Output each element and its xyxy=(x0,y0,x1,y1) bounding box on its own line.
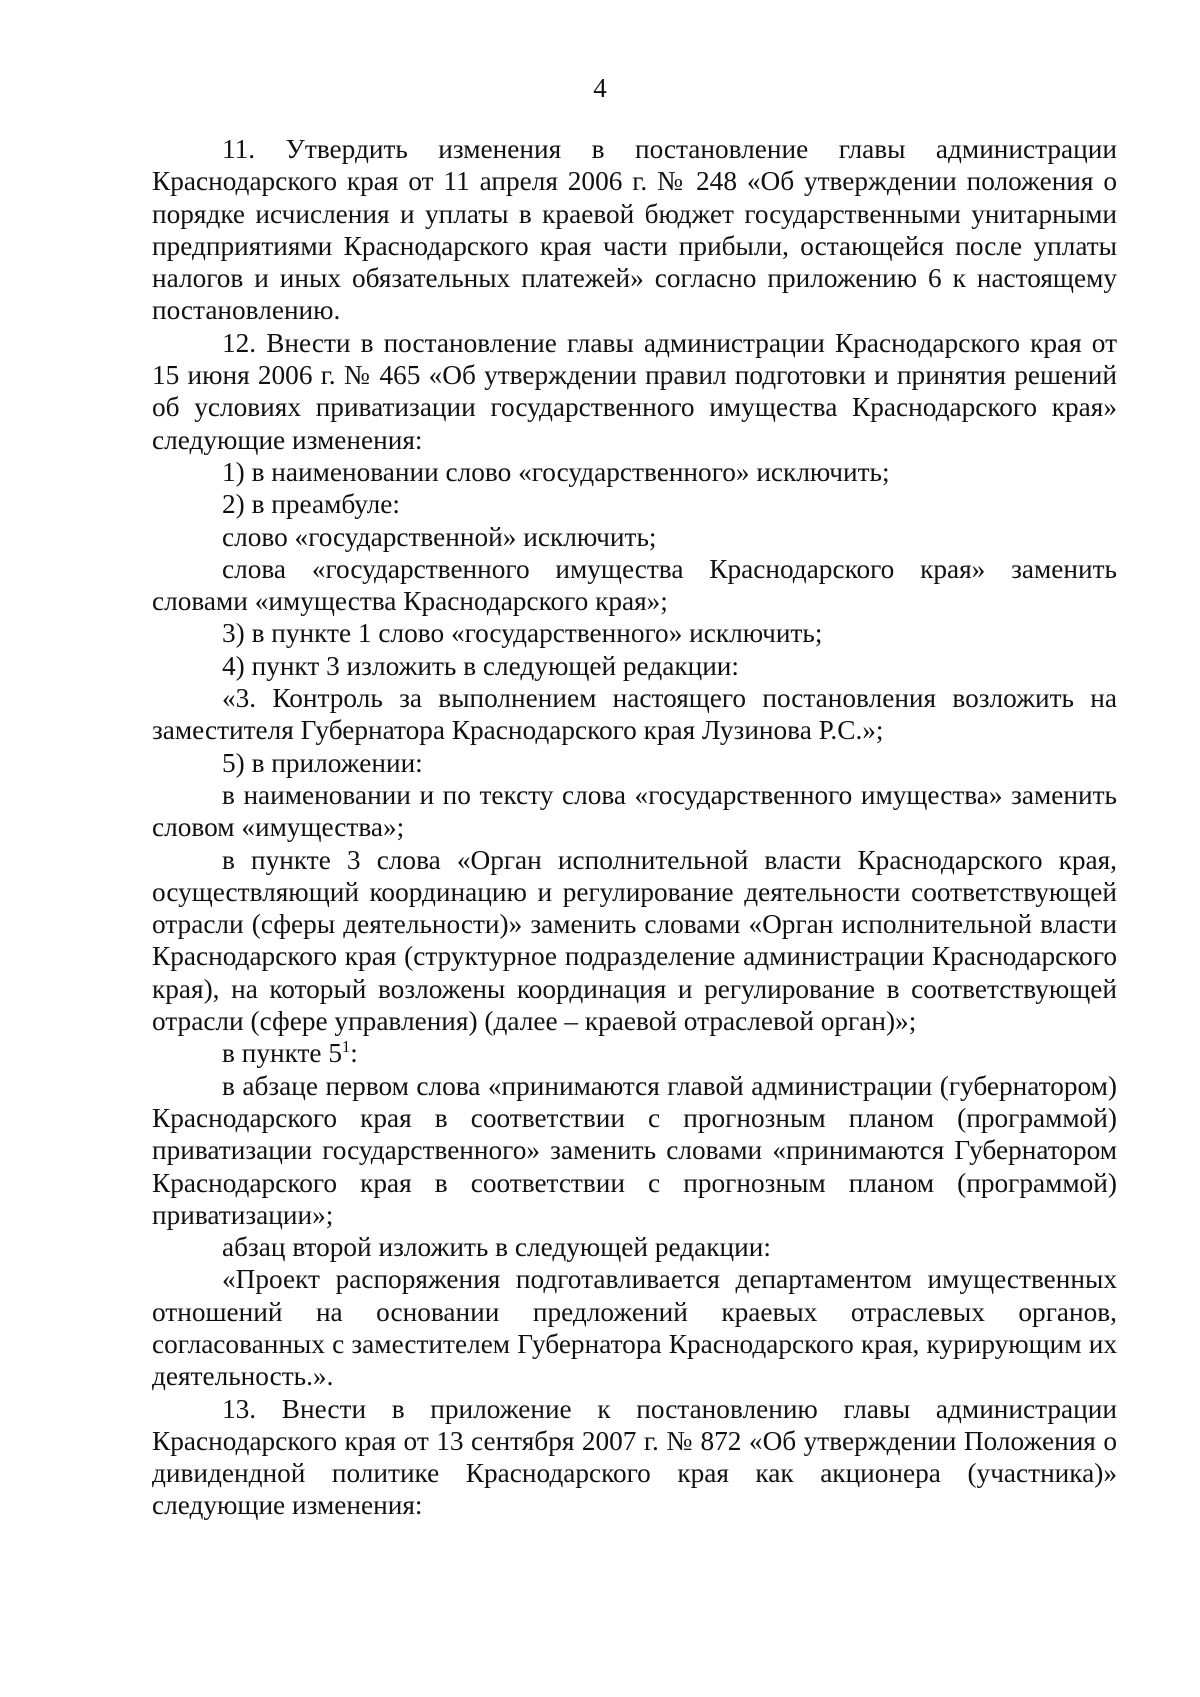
paragraph-12-item-5: 5) в приложении: xyxy=(222,747,423,778)
paragraph-punkt-5-1 xyxy=(152,1037,1117,1069)
document-body xyxy=(152,133,1117,1522)
punkt-5-1-prefix: в пункте 5 xyxy=(222,1038,342,1069)
punkt-5-1-suffix: : xyxy=(350,1038,358,1069)
paragraph-12-item-2-a: слово «государственной» исключить; xyxy=(222,521,657,552)
paragraph-punkt-5-1-a: в абзаце первом слова «принимаются главой администрации (губернатором) Краснодарского края в соответствии с прогнозным планом (программой) приватизации государственного» заменить словами «принимаются Губернатором Краснодарского края в соответствии с прогнозным планом (программой) приватизации»; xyxy=(152,1070,1117,1230)
paragraph-12-item-4: 4) пункт 3 изложить в следующей редакции: xyxy=(222,650,739,681)
paragraph-12: 12. Внести в постановление главы администрации Краснодарского края от 15 июня 2006 г. № 465 «Об утверждении правил подготовки и принятия решений об условиях приватизации государственного имущества Краснодарского края» следующие изменения: xyxy=(152,327,1117,455)
paragraph-11: 11. Утвердить изменения в постановление главы администрации Краснодарского края от 11 апреля 2006 г. № 248 «Об утверждении положения о порядке исчисления и уплаты в краевой бюджет государственными унитарными предприятиями Краснодарского края части прибыли, остающейся после уплаты налогов и иных обязательных платежей» согласно приложению 6 к настоящему постановлению. xyxy=(152,134,1117,326)
page-number: 4 xyxy=(593,73,607,103)
paragraph-13: 13. Внести в приложение к постановлению главы администрации Краснодарского края от 13 сентября 2007 г. № 872 «Об утверждении Положения о дивидендной политике Краснодарского края как акционера (участника)» следующие изменения: xyxy=(152,1393,1117,1521)
paragraph-12-item-3: 3) в пункте 1 слово «государственного» исключить; xyxy=(222,618,823,649)
paragraph-12-item-2-b: слова «государственного имущества Краснодарского края» заменить словами «имущества Краснодарского края»; xyxy=(152,553,1117,617)
paragraph-12-item-1: 1) в наименовании слово «государственного» исключить; xyxy=(222,456,890,487)
paragraph-12-item-5-a: в наименовании и по тексту слова «государственного имущества» заменить словом «имущества»; xyxy=(152,779,1117,843)
paragraph-punkt-5-1-c: «Проект распоряжения подготавливается департаментом имущественных отношений на основании предложений краевых отраслевых органов, согласованных с заместителем Губернатора Краснодарского края, курирующим их деятельность.». xyxy=(152,1264,1117,1392)
paragraph-12-item-5-b: в пункте 3 слова «Орган исполнительной власти Краснодарского края, осуществляющий координацию и регулирование деятельности соответствующей отрасли (сферы деятельности)» заменить словами «Орган исполнительной власти Краснодарского края (структурное подразделение администрации Краснодарского края), на который возложены координация и регулирование в соответствующей отрасли (сфере управления) (далее – краевой отраслевой орган)»; xyxy=(152,844,1117,1037)
paragraph-12-item-4-text: «3. Контроль за выполнением настоящего постановления возложить на заместителя Губернатора Краснодарского края Лузинова Р.С.»; xyxy=(152,683,1117,746)
paragraph-punkt-5-1-b: абзац второй изложить в следующей редакции: xyxy=(222,1232,771,1263)
punkt-5-1-superscript: 1 xyxy=(342,1037,351,1057)
paragraph-12-item-2: 2) в преамбуле: xyxy=(222,489,400,520)
